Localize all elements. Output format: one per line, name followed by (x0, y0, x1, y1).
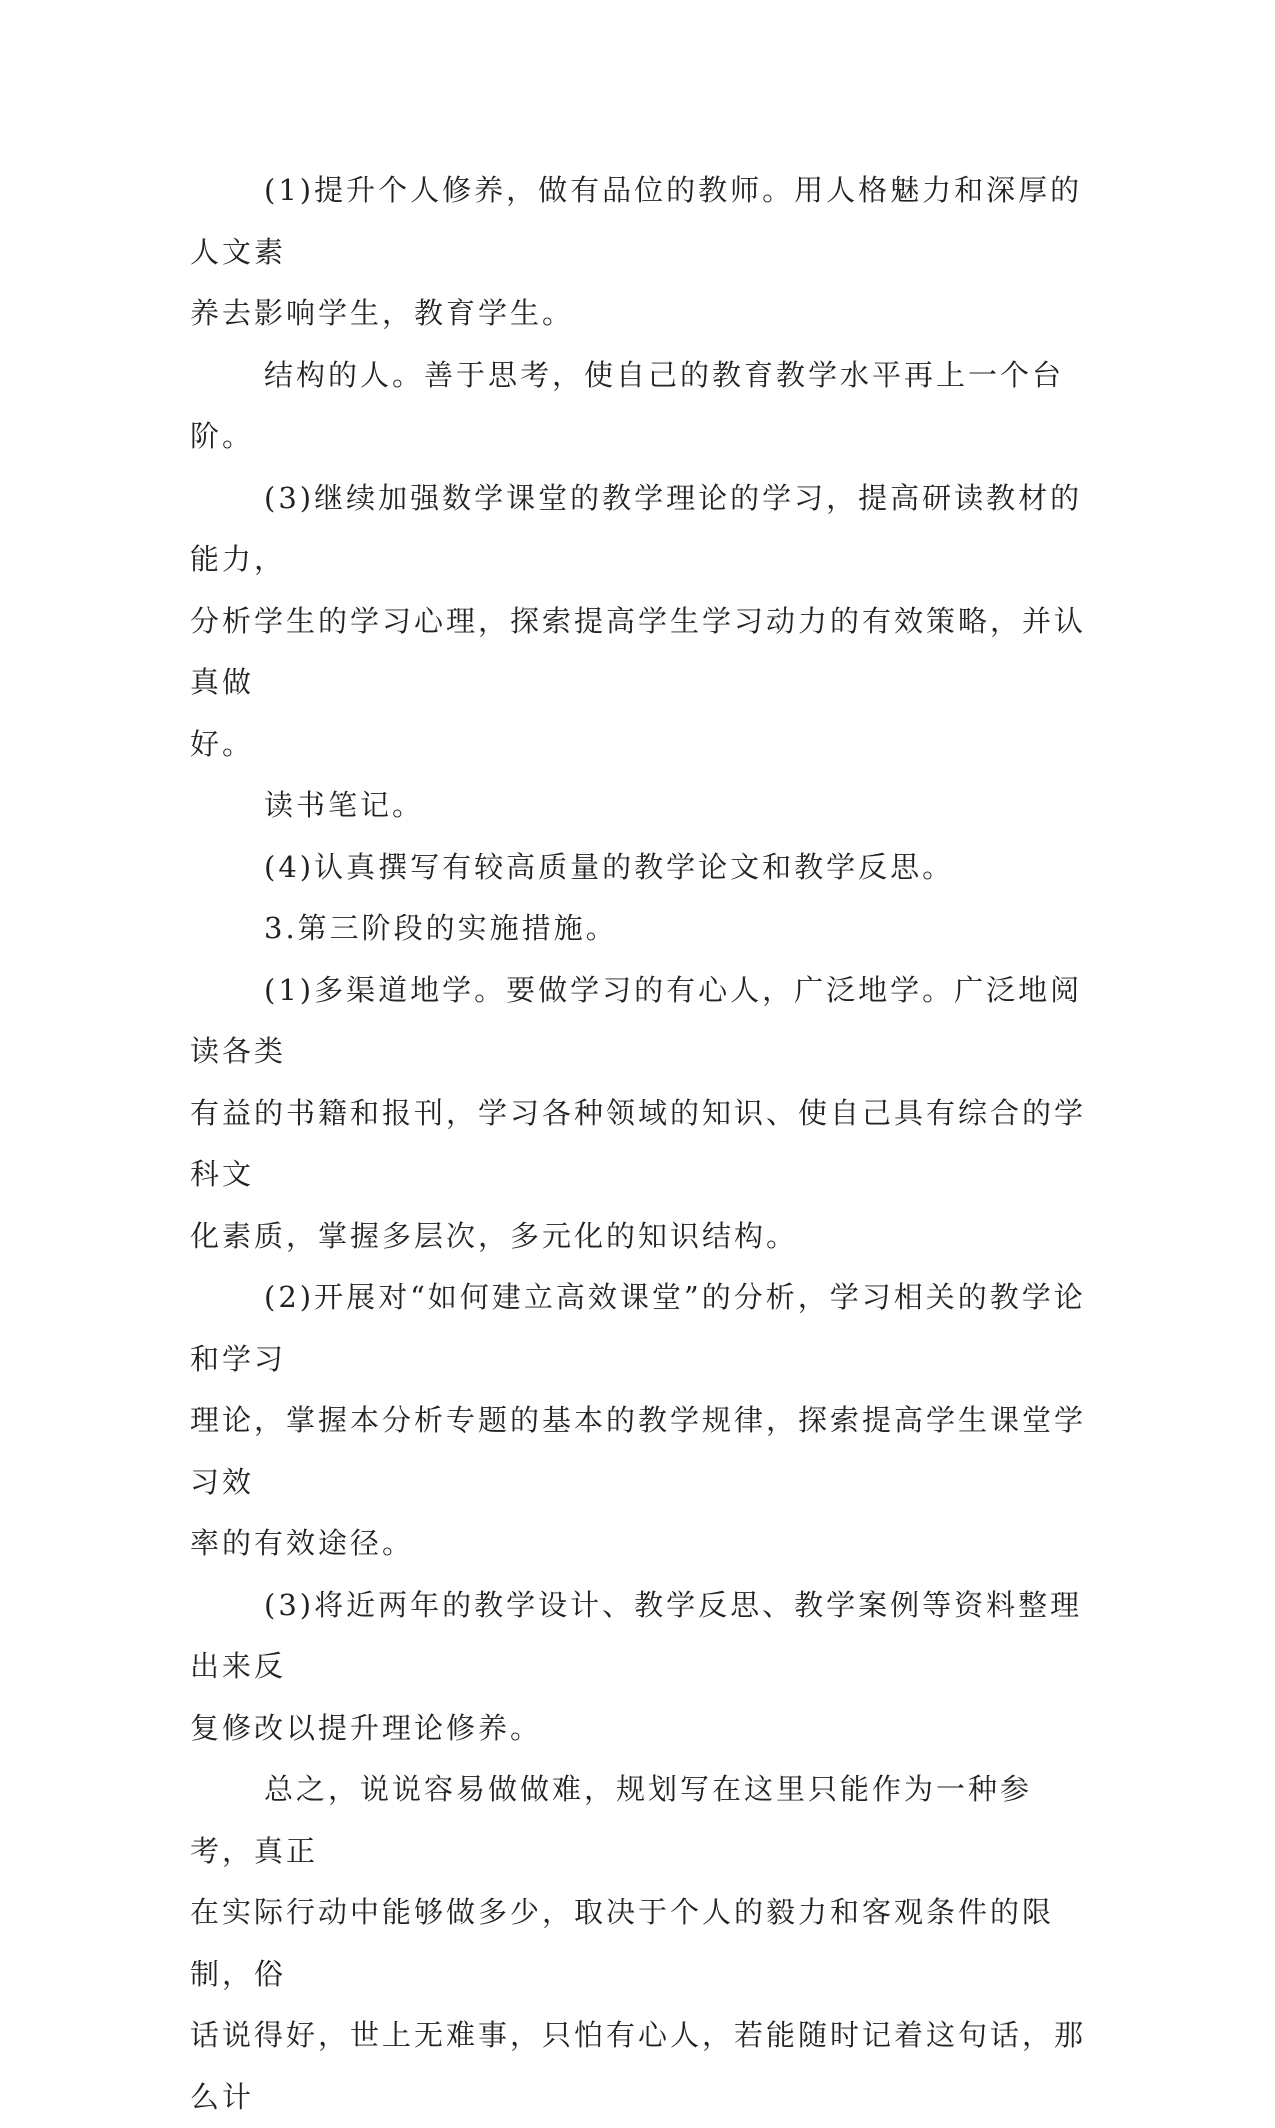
paragraph-7: (1)多渠道地学。要做学习的有心人，广泛地学。广泛地阅读各类 有益的书籍和报刊，学习各种领域的知识、使自己具有综合的学科文 化素质，掌握多层次，多元化的知识结构。 (190, 972, 1087, 1253)
paragraph-3: (3)继续加强数学课堂的教学理论的学习，提高研读教材的能力， 分析学生的学习心理，探索提高学生学习动力的有效策略，并认真做 好。 (190, 480, 1087, 761)
paragraph-2: 结构的人。善于思考，使自己的教育教学水平再上一个台阶。 (190, 357, 1065, 453)
paragraph-8: (2)开展对“如何建立高效课堂”的分析，学习相关的教学论和学习 理论，掌握本分析专题的基本的教学规律，探索提高学生课堂学习效 率的有效途径。 (190, 1280, 1087, 1560)
paragraph-5: (4)认真撰写有较高质量的教学论文和教学反思。 (264, 849, 955, 884)
paragraph-9: (3)将近两年的教学设计、教学反思、教学案例等资料整理出来反 复修改以提升理论修养。 (190, 1587, 1083, 1745)
paragraph-10: 总之，说说容易做做难，规划写在这里只能作为一种参考，真正 在实际行动中能够做多少，取决于个人的毅力和客观条件的限制，俗 话说得好，世上无难事，只怕有心人，若能随时记着这句话，那么计 (190, 1772, 1087, 2114)
body-text (190, 160, 1090, 2128)
paragraph-6: 3.第三阶段的实施措施。 (264, 911, 618, 945)
paragraph-1: (1)提升个人修养，做有品位的教师。用人格魅力和深厚的人文素 养去影响学生，教育学生。 (190, 173, 1083, 330)
paragraph-4: 读书笔记。 (264, 788, 425, 822)
